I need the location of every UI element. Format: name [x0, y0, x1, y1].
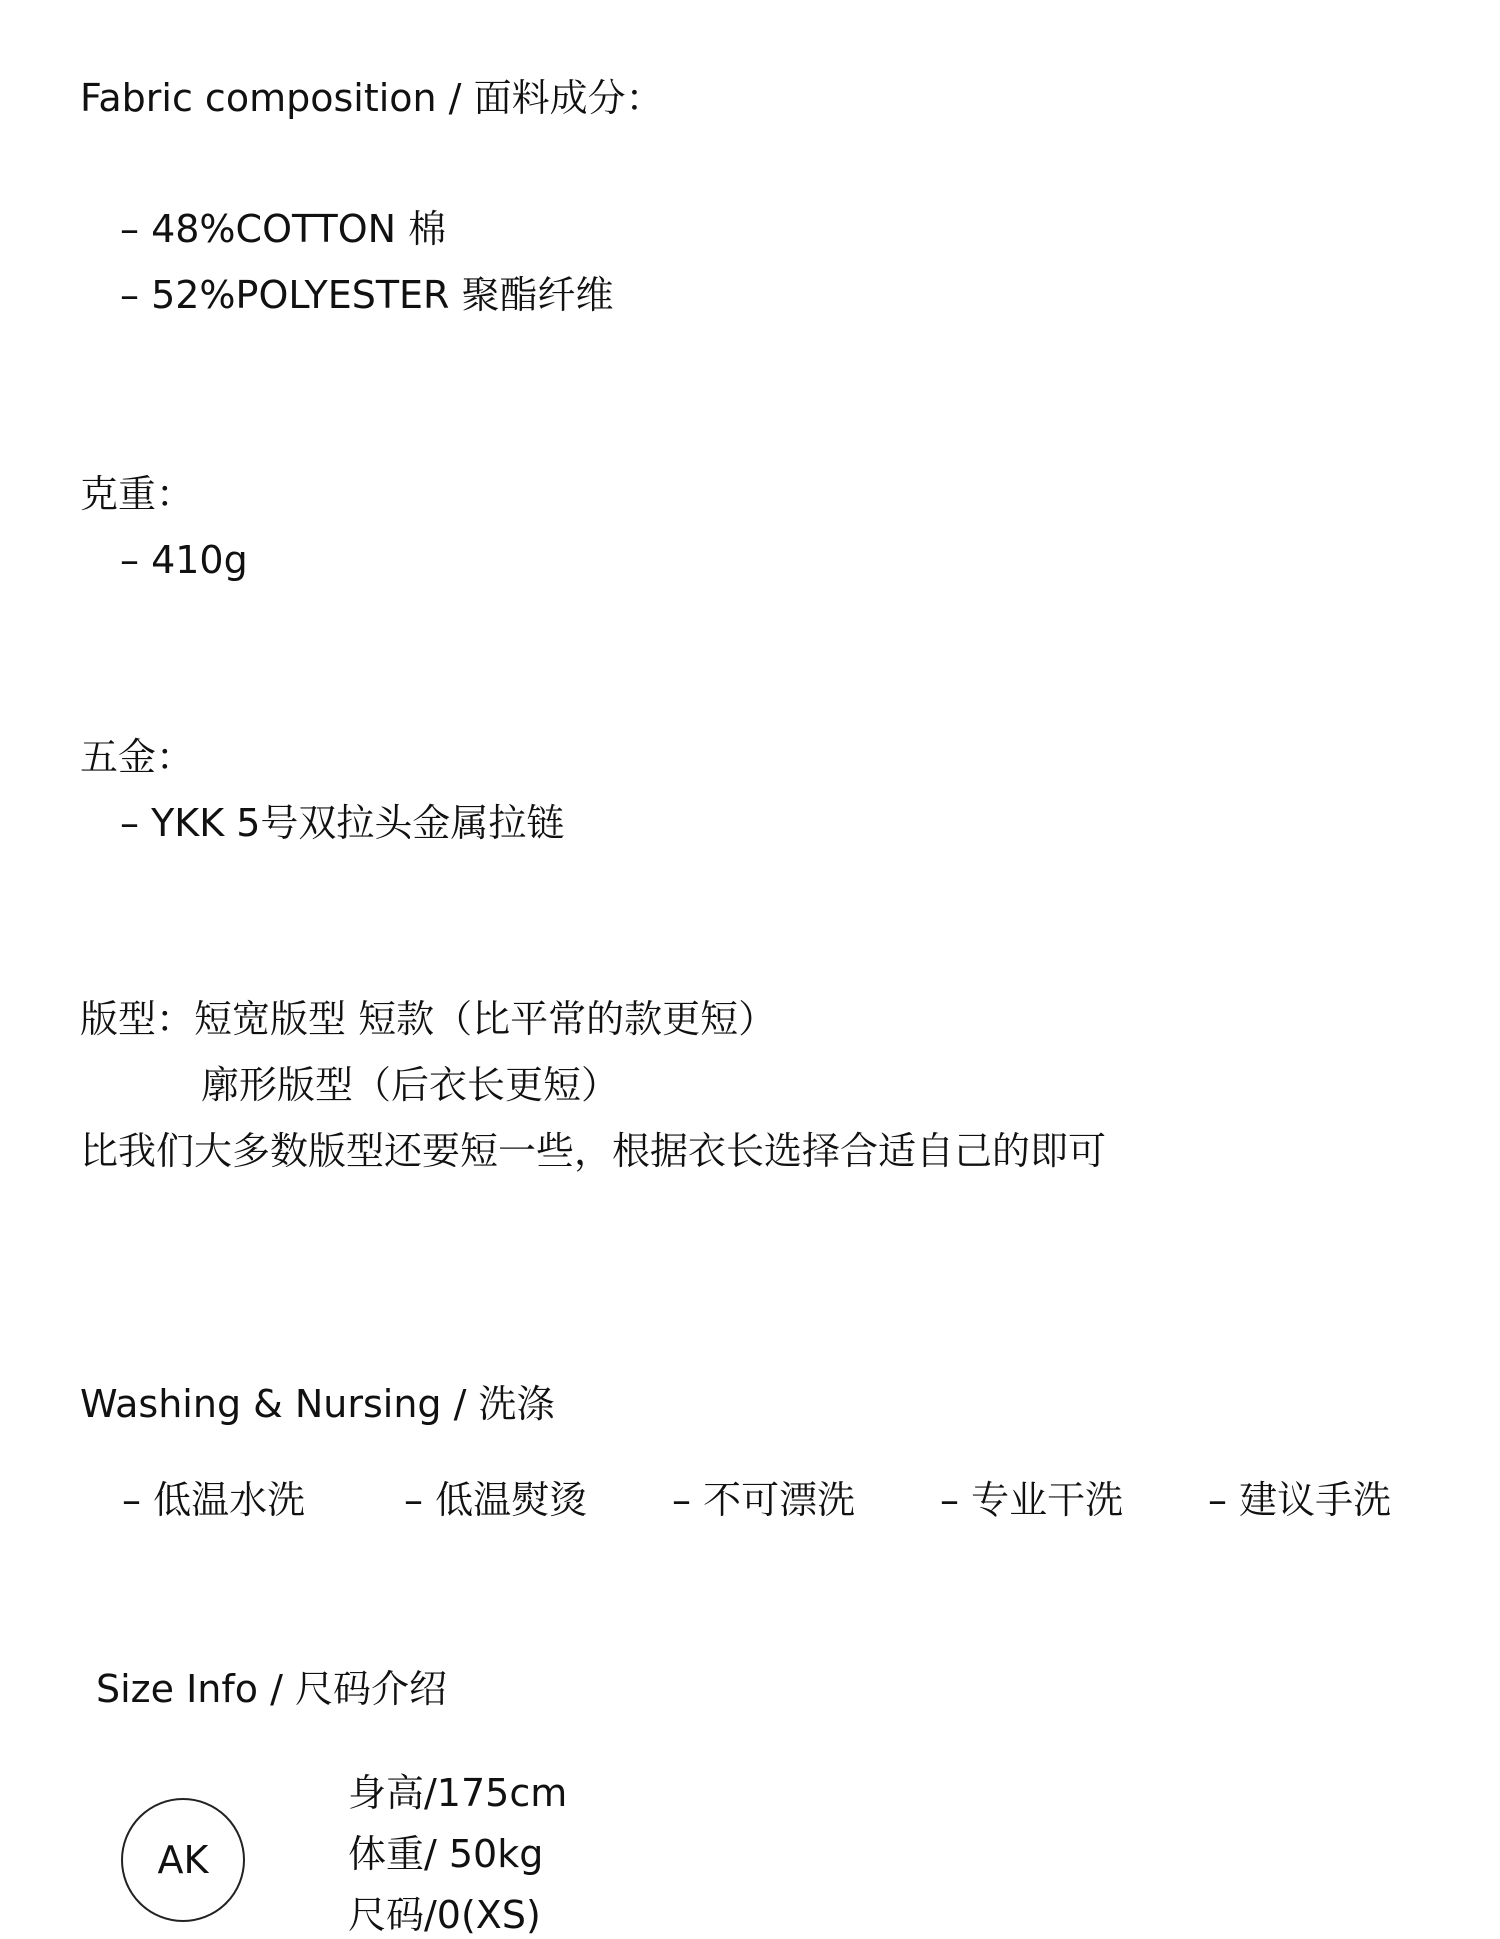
size-info-heading: Size Info / 尺码介绍	[96, 1667, 447, 1711]
model-size: 尺码/0(XS)	[348, 1893, 541, 1937]
wash-instruction-dry-clean: – 专业干洗	[940, 1478, 1124, 1522]
model-weight: 体重/ 50kg	[348, 1832, 544, 1876]
weight-heading: 克重：	[80, 472, 195, 516]
wash-instruction-hand-wash: – 建议手洗	[1208, 1478, 1392, 1522]
model-height: 身高/175cm	[348, 1771, 568, 1815]
weight-value: – 410g	[120, 538, 248, 582]
avatar-initials: AK	[157, 1838, 209, 1882]
fabric-item-polyester: – 52%POLYESTER 聚酯纤维	[120, 273, 614, 317]
hardware-heading: 五金：	[80, 735, 195, 779]
fabric-composition-heading: Fabric composition / 面料成分：	[80, 76, 664, 120]
fit-description-line-3: 比我们大多数版型还要短一些，根据衣长选择合适自己的即可	[80, 1129, 1107, 1173]
fit-description-line-1: 版型：短宽版型 短款（比平常的款更短）	[80, 997, 777, 1041]
hardware-zipper: – YKK 5号双拉头金属拉链	[120, 801, 565, 845]
wash-instruction-low-temp-wash: – 低温水洗	[122, 1478, 306, 1522]
wash-instruction-low-temp-iron: – 低温熨烫	[404, 1478, 588, 1522]
fit-description-line-2: 廓形版型（后衣长更短）	[201, 1063, 620, 1107]
washing-heading: Washing & Nursing / 洗涤	[80, 1382, 555, 1426]
wash-instruction-no-bleach: – 不可漂洗	[672, 1478, 856, 1522]
fabric-item-cotton: – 48%COTTON 棉	[120, 207, 447, 251]
avatar	[121, 1798, 245, 1922]
